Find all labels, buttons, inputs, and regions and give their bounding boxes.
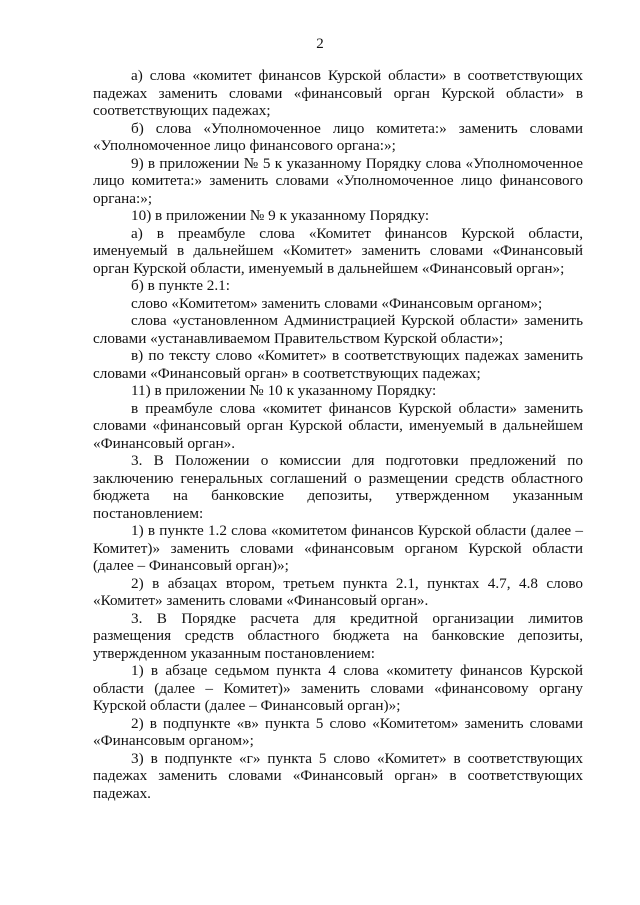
paragraph-3-limits: 3. В Порядке расчета для кредитной организации лимитов размещения средств областного бюджета на банковские депозиты, утвержденном указанным постановлением: [93,609,583,662]
paragraph-10b: б) в пункте 2.1: [131,277,230,294]
paragraph-11: 11) в приложении № 10 к указанному Порядку: [131,382,437,399]
paragraph-8a: а) слова «комитет финансов Курской области» в соответствующих падежах заменить словами «финансовый орган Курской области» в соответствующих падежах; [93,67,583,119]
paragraph-10b-2: слова «установленном Администрацией Курской области» заменить словами «устанавливаемом Правительством Курской области»; [93,312,583,347]
paragraph-11-preamble: в преамбуле слова «комитет финансов Курской области» заменить словами «финансовый орган Курской области, именуемый в дальнейшем «Финансовый орган». [93,399,583,452]
paragraph-10: 10) в приложении № 9 к указанному Порядку: [131,207,430,224]
page-number: 2 [316,36,324,52]
paragraph-10b-1: слово «Комитетом» заменить словами «Финансовым органом»; [131,294,543,312]
paragraph-9: 9) в приложении № 5 к указанному Порядку слова «Уполномоченное лицо комитета:» заменить словами «Уполномоченное лицо финансового органа:»; [93,154,583,207]
paragraph-3-commission: 3. В Положении о комиссии для подготовки предложений по заключению генеральных соглашений о размещении средств областного бюджета на банковские депозиты, утвержденном указанным постановлением: [93,452,583,522]
paragraph-8b: б) слова «Уполномоченное лицо комитета:» заменить словами «Уполномоченное лицо финансового органа:»; [93,119,583,154]
paragraph-10a: а) в преамбуле слова «Комитет финансов Курской области, именуемый в дальнейшем «Комитет» заменить словами «Финансовый орган Курской области, именуемый в дальнейшем «Финансовый орган»; [93,224,583,277]
paragraph-3-2: 2) в абзацах втором, третьем пункта 2.1, пунктах 4.7, 4.8 слово «Комитет» заменить словами «Финансовый орган». [93,574,583,609]
paragraph-limits-2: 2) в подпункте «в» пункта 5 слово «Комитетом» заменить словами «Финансовым органом»; [93,714,583,749]
paragraph-limits-3: 3) в подпункте «г» пункта 5 слово «Комитет» в соответствующих падежах заменить словами «Финансовый орган» в соответствующих падежах. [93,749,583,802]
paragraph-limits-1: 1) в абзаце седьмом пункта 4 слова «комитету финансов Курской области (далее – Комитет)» заменить словами «финансовому органу Курской области (далее – Финансовый орган)»; [93,662,583,714]
paragraph-3-1: 1) в пункте 1.2 слова «комитетом финансов Курской области (далее – Комитет)» заменить словами «финансовым органом Курской области (далее – Финансовый орган)»; [93,522,583,574]
document-body [93,67,583,802]
paragraph-10v: в) по тексту слово «Комитет» в соответствующих падежах заменить словами «Финансовый орган» в соответствующих падежах; [93,347,583,382]
